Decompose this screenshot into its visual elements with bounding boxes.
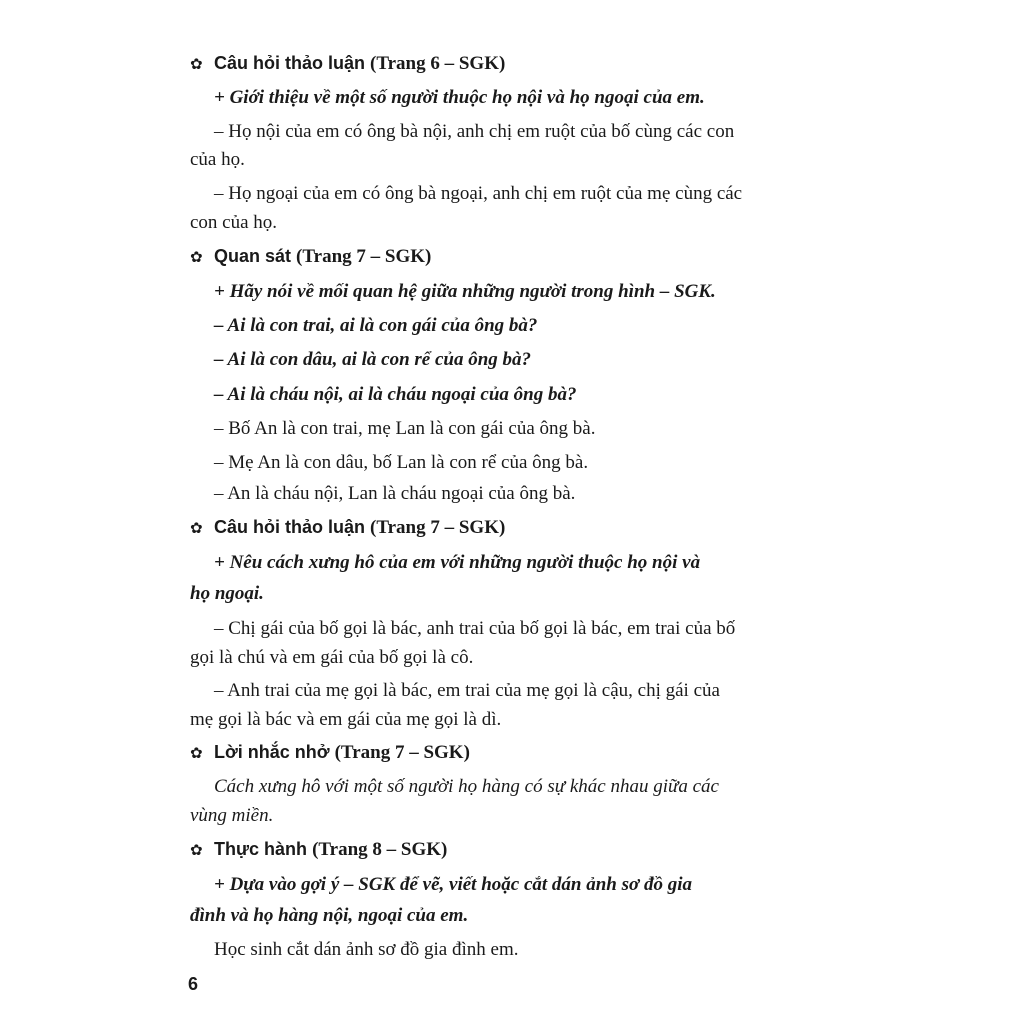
section-heading bbox=[190, 516, 505, 540]
answer-line: – Mẹ An là con dâu, bố Lan là con rể của ông bà. bbox=[214, 452, 589, 473]
question-line: – Ai là con dâu, ai là con rể của ông bà? bbox=[214, 349, 532, 370]
answer-line: Học sinh cắt dán ảnh sơ đồ gia đình em. bbox=[214, 939, 519, 960]
question-line: + Giới thiệu về một số người thuộc họ nội và họ ngoại của em. bbox=[214, 87, 705, 108]
section-title: Câu hỏi thảo luận bbox=[214, 517, 365, 537]
answer-line: con của họ. bbox=[190, 212, 278, 233]
flower-bullet-icon: ✿ bbox=[190, 745, 203, 762]
flower-bullet-icon: ✿ bbox=[190, 249, 203, 266]
section-title: Thực hành bbox=[214, 839, 308, 859]
section-ref: (Trang 6 – SGK) bbox=[370, 53, 506, 74]
section-ref: (Trang 8 – SGK) bbox=[312, 839, 448, 860]
section-heading bbox=[190, 741, 470, 765]
answer-line: mẹ gọi là bác và em gái của mẹ gọi là dì. bbox=[190, 709, 502, 730]
question-line: + Dựa vào gợi ý – SGK để vẽ, viết hoặc cắt dán ảnh sơ đồ gia bbox=[214, 874, 692, 895]
question-line: + Nêu cách xưng hô của em với những người thuộc họ nội và bbox=[214, 552, 701, 573]
answer-line: – Họ nội của em có ông bà nội, anh chị em ruột của bố cùng các con bbox=[214, 121, 735, 142]
flower-bullet-icon: ✿ bbox=[190, 56, 203, 73]
question-line: đình và họ hàng nội, ngoại của em. bbox=[190, 905, 469, 926]
section-title: Câu hỏi thảo luận bbox=[214, 53, 365, 73]
answer-line: – Bố An là con trai, mẹ Lan là con gái của ông bà. bbox=[214, 418, 596, 439]
section-ref: (Trang 7 – SGK) bbox=[370, 517, 506, 538]
question-line: họ ngoại. bbox=[190, 583, 264, 604]
flower-bullet-icon: ✿ bbox=[190, 520, 203, 537]
answer-line: – An là cháu nội, Lan là cháu ngoại của ông bà. bbox=[214, 483, 576, 504]
note-line: Cách xưng hô với một số người họ hàng có sự khác nhau giữa các bbox=[214, 776, 719, 797]
section-heading bbox=[190, 838, 447, 862]
section-heading bbox=[190, 52, 505, 76]
section-title: Quan sát bbox=[214, 246, 292, 266]
section-title: Lời nhắc nhở bbox=[214, 742, 330, 762]
flower-bullet-icon: ✿ bbox=[190, 842, 203, 859]
page-number: 6 bbox=[188, 974, 199, 994]
answer-line: – Anh trai của mẹ gọi là bác, em trai của mẹ gọi là cậu, chị gái của bbox=[214, 680, 720, 701]
section-ref: (Trang 7 – SGK) bbox=[296, 246, 432, 267]
section-heading bbox=[190, 245, 431, 269]
note-line: vùng miền. bbox=[190, 805, 274, 826]
question-line: + Hãy nói về mối quan hệ giữa những người trong hình – SGK. bbox=[214, 281, 716, 302]
question-line: – Ai là con trai, ai là con gái của ông bà? bbox=[214, 315, 538, 336]
section-ref: (Trang 7 – SGK) bbox=[334, 742, 470, 763]
answer-line: – Chị gái của bố gọi là bác, anh trai của bố gọi là bác, em trai của bố bbox=[214, 618, 736, 639]
answer-line: gọi là chú và em gái của bố gọi là cô. bbox=[190, 647, 474, 668]
answer-line: của họ. bbox=[190, 149, 245, 170]
answer-line: – Họ ngoại của em có ông bà ngoại, anh chị em ruột của mẹ cùng các bbox=[214, 183, 743, 204]
question-line: – Ai là cháu nội, ai là cháu ngoại của ông bà? bbox=[214, 384, 577, 405]
